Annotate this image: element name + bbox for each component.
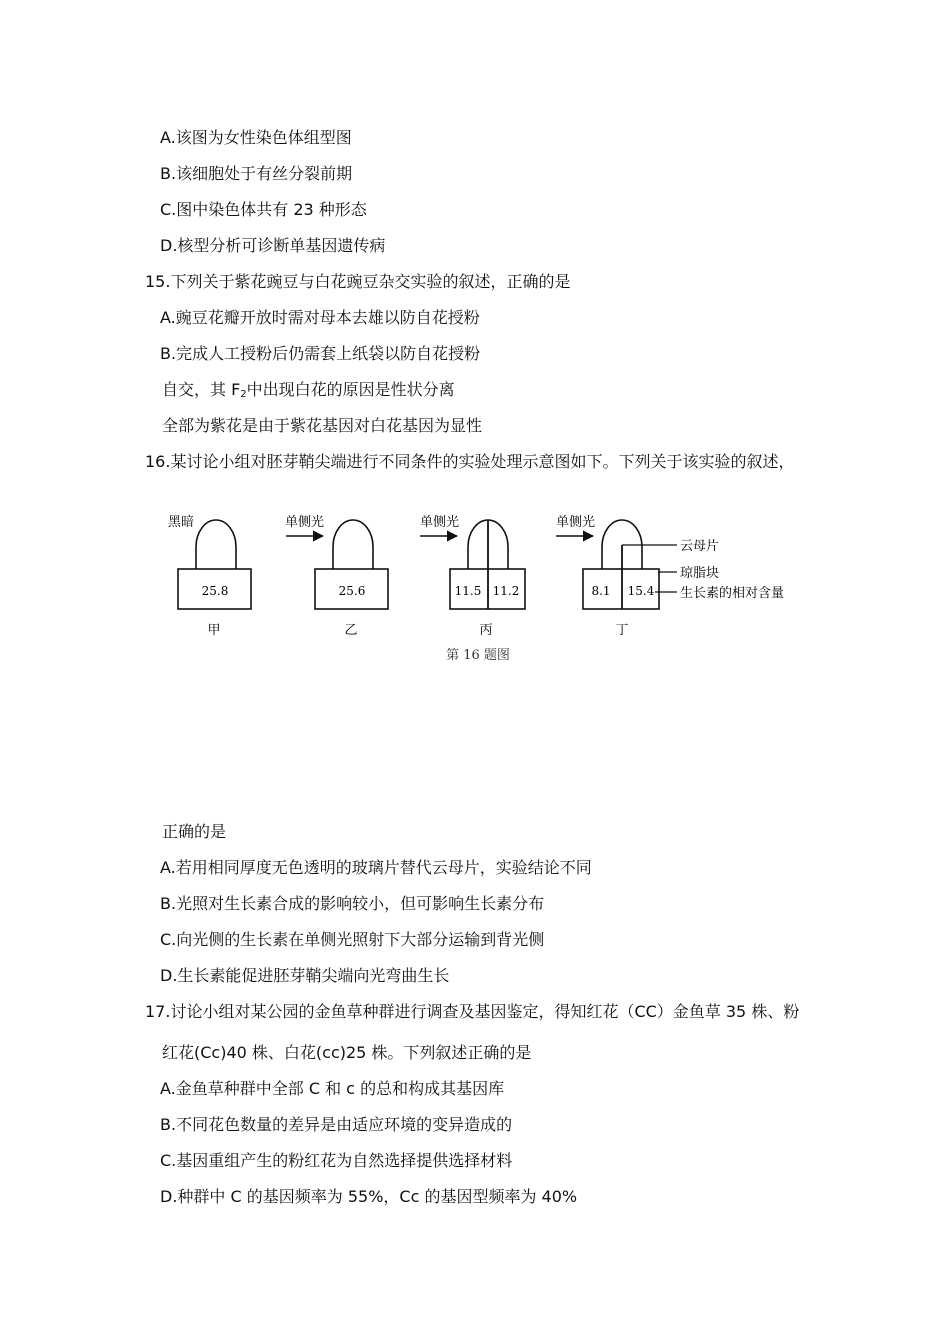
panel-label-jia: 甲 [207,623,221,638]
q17-option-b: B.不同花色数量的差异是由适应环境的变异造成的 [160,1115,513,1134]
condition-label-yi: 单侧光 [285,515,325,530]
q17-option-a: A.金鱼草种群中全部 C 和 c 的总和构成其基因库 [160,1079,505,1098]
panel-label-ding: 丁 [615,623,629,638]
q14-option-a: A.该图为女性染色体组型图 [160,128,352,147]
q17-stem: 17.讨论小组对某公园的金鱼草种群进行调查及基因鉴定，得知红花（CC）金鱼草 35 株、粉 [145,1002,800,1021]
legend-auxin: 生长素的相对含量 [680,586,785,601]
q16-option-b: B.光照对生长素合成的影响较小，但可影响生长素分布 [160,894,545,913]
q16-diagram [160,505,820,675]
value-jia: 25.8 [201,584,229,598]
condition-label-ding: 单侧光 [556,515,596,530]
q15-option-c-subscript: 2 [240,389,247,400]
q16-figure [160,505,820,675]
q16-stem: 16.某讨论小组对胚芽鞘尖端进行不同条件的实验处理示意图如下。下列关于该实验的叙述， [145,452,795,471]
q17-option-d: D.种群中 C 的基因频率为 55%，Cc 的基因型频率为 40% [160,1187,578,1206]
q17-stem-continuation: 红花(Cc)40 株、白花(cc)25 株。下列叙述正确的是 [162,1043,532,1062]
q14-option-c: C.图中染色体共有 23 种形态 [160,200,367,219]
figure-caption: 第 16 题图 [446,648,510,663]
coleoptile-tip-yi [333,520,373,569]
q15-stem: 15.下列关于紫花豌豆与白花豌豆杂交实验的叙述，正确的是 [145,272,571,291]
q15-option-c-suffix: 中出现白花的原因是性状分离 [246,380,455,399]
q14-option-b: B.该细胞处于有丝分裂前期 [160,164,353,183]
legend-mica: 云母片 [680,539,720,554]
condition-label-jia: 黑暗 [168,515,195,530]
panel-label-yi: 乙 [344,623,358,638]
q16-stem-continuation: 正确的是 [162,822,227,841]
q15-option-c [162,380,455,405]
q15-option-b: B.完成人工授粉后仍需套上纸袋以防自花授粉 [160,344,481,363]
condition-label-bing: 单侧光 [420,515,460,530]
q14-option-d: D.核型分析可诊断单基因遗传病 [160,236,386,255]
panel-label-bing: 丙 [479,623,493,638]
value-bing-right: 11.2 [492,584,520,598]
q16-option-a: A.若用相同厚度无色透明的玻璃片替代云母片，实验结论不同 [160,858,592,877]
q15-option-c-prefix: 自交，其 F [162,380,241,399]
coleoptile-tip-jia [196,520,236,569]
value-yi: 25.6 [338,584,366,598]
legend-agar: 琼脂块 [680,566,720,581]
q15-option-a: A.豌豆花瓣开放时需对母本去雄以防自花授粉 [160,308,480,327]
q15-option-d: 全部为紫花是由于紫花基因对白花基因为显性 [162,416,483,435]
q16-option-c: C.向光侧的生长素在单侧光照射下大部分运输到背光侧 [160,930,545,949]
q16-option-d: D.生长素能促进胚芽鞘尖端向光弯曲生长 [160,966,450,985]
value-bing-left: 11.5 [454,584,482,598]
value-ding-right: 15.4 [627,584,655,598]
value-ding-left: 8.1 [591,584,611,598]
q17-option-c: C.基因重组产生的粉红花为自然选择提供选择材料 [160,1151,513,1170]
